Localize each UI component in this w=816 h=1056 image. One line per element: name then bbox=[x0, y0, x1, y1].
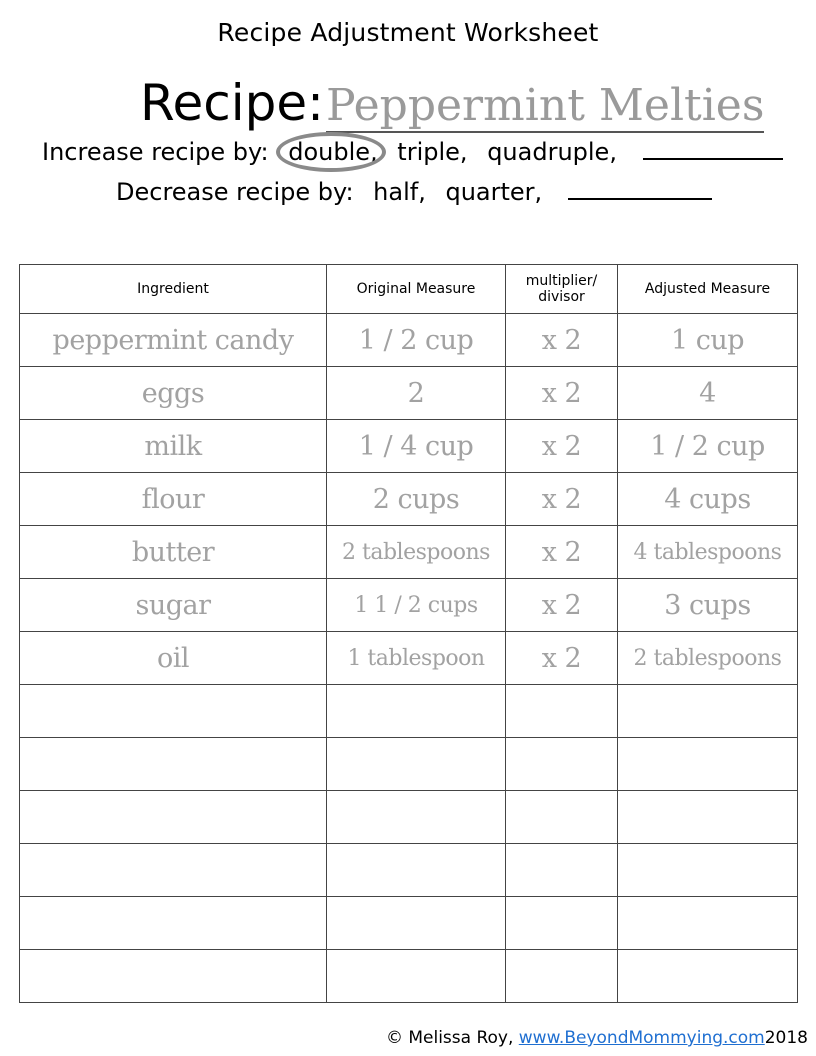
multiplier-cell: x 2 bbox=[506, 632, 618, 685]
adjusted-measure-cell: 1 / 2 cup bbox=[618, 420, 798, 473]
original-measure-cell: 2 tablespoons bbox=[327, 526, 506, 579]
decrease-option-half: half, bbox=[373, 178, 426, 206]
original-measure-cell bbox=[327, 897, 506, 950]
decrease-blank-line bbox=[568, 198, 712, 200]
adjusted-measure-cell: 2 tablespoons bbox=[618, 632, 798, 685]
adjusted-measure-cell: 4 bbox=[618, 367, 798, 420]
recipe-name: Peppermint Melties bbox=[325, 80, 765, 131]
decrease-option-quarter: quarter, bbox=[445, 178, 543, 206]
ingredient-cell bbox=[20, 844, 327, 897]
column-header-multiplier bbox=[506, 265, 618, 314]
ingredient-cell: milk bbox=[20, 420, 327, 473]
multiplier-cell: x 2 bbox=[506, 526, 618, 579]
adjusted-measure-cell: 1 cup bbox=[618, 314, 798, 367]
adjusted-measure-cell: 4 cups bbox=[618, 473, 798, 526]
footer-credit bbox=[386, 1028, 808, 1048]
column-header-original-measure: Original Measure bbox=[327, 265, 506, 314]
adjusted-measure-cell: 4 tablespoons bbox=[618, 526, 798, 579]
table-row bbox=[20, 685, 798, 738]
column-header-multiplier-text: multiplier/ divisor bbox=[525, 273, 598, 305]
multiplier-cell: x 2 bbox=[506, 367, 618, 420]
adjusted-measure-cell bbox=[618, 897, 798, 950]
table-row bbox=[20, 950, 798, 1003]
footer-year: 2018 bbox=[764, 1028, 808, 1048]
original-measure-cell bbox=[327, 685, 506, 738]
multiplier-cell bbox=[506, 897, 618, 950]
table-row bbox=[20, 420, 798, 473]
adjusted-measure-cell bbox=[618, 738, 798, 791]
table-row bbox=[20, 738, 798, 791]
original-measure-cell bbox=[327, 844, 506, 897]
table-row bbox=[20, 791, 798, 844]
adjusted-measure-cell bbox=[618, 950, 798, 1003]
increase-option-quadruple: quadruple, bbox=[487, 138, 617, 166]
original-measure-cell bbox=[327, 738, 506, 791]
worksheet-title: Recipe Adjustment Worksheet bbox=[217, 18, 599, 47]
ingredient-cell bbox=[20, 791, 327, 844]
table-row bbox=[20, 579, 798, 632]
multiplier-cell bbox=[506, 950, 618, 1003]
original-measure-cell bbox=[327, 950, 506, 1003]
footer-copyright: © Melissa Roy, bbox=[385, 1028, 514, 1048]
ingredient-cell: oil bbox=[20, 632, 327, 685]
ingredient-cell bbox=[20, 738, 327, 791]
table-header-row bbox=[20, 265, 798, 314]
multiplier-cell: x 2 bbox=[506, 420, 618, 473]
original-measure-cell: 1 / 4 cup bbox=[327, 420, 506, 473]
multiplier-cell: x 2 bbox=[506, 473, 618, 526]
measure-table bbox=[19, 264, 798, 1003]
multiplier-cell: x 2 bbox=[506, 314, 618, 367]
decrease-options bbox=[116, 178, 712, 206]
increase-label: Increase recipe by: bbox=[42, 138, 269, 166]
original-measure-cell: 1 1 / 2 cups bbox=[327, 579, 506, 632]
original-measure-cell: 2 cups bbox=[327, 473, 506, 526]
recipe-label: Recipe: bbox=[140, 74, 324, 132]
multiplier-cell bbox=[506, 844, 618, 897]
ingredient-cell bbox=[20, 897, 327, 950]
adjusted-measure-cell bbox=[618, 844, 798, 897]
original-measure-cell: 1 tablespoon bbox=[327, 632, 506, 685]
column-header-adjusted-measure: Adjusted Measure bbox=[618, 265, 798, 314]
column-header-ingredient: Ingredient bbox=[20, 265, 327, 314]
recipe-line bbox=[140, 74, 764, 132]
table-row bbox=[20, 632, 798, 685]
ingredient-cell: flour bbox=[20, 473, 327, 526]
adjusted-measure-cell bbox=[618, 685, 798, 738]
adjusted-measure-cell bbox=[618, 791, 798, 844]
original-measure-cell bbox=[327, 791, 506, 844]
multiplier-cell bbox=[506, 791, 618, 844]
table-row bbox=[20, 897, 798, 950]
table-row bbox=[20, 314, 798, 367]
multiplier-cell bbox=[506, 738, 618, 791]
original-measure-cell: 1 / 2 cup bbox=[327, 314, 506, 367]
table-row bbox=[20, 473, 798, 526]
ingredient-cell: eggs bbox=[20, 367, 327, 420]
ingredient-cell: butter bbox=[20, 526, 327, 579]
increase-blank-line bbox=[643, 158, 783, 160]
table-row bbox=[20, 526, 798, 579]
multiplier-cell: x 2 bbox=[506, 579, 618, 632]
increase-option-triple: triple, bbox=[397, 138, 468, 166]
ingredient-cell bbox=[20, 950, 327, 1003]
ingredient-cell bbox=[20, 685, 327, 738]
decrease-label: Decrease recipe by: bbox=[116, 178, 354, 206]
increase-options bbox=[42, 138, 783, 166]
original-measure-cell: 2 bbox=[327, 367, 506, 420]
table-row bbox=[20, 844, 798, 897]
ingredient-cell: peppermint candy bbox=[20, 314, 327, 367]
table-row bbox=[20, 367, 798, 420]
ingredient-cell: sugar bbox=[20, 579, 327, 632]
footer-website-link[interactable]: www.BeyondMommying.com bbox=[518, 1028, 765, 1048]
multiplier-cell bbox=[506, 685, 618, 738]
adjusted-measure-cell: 3 cups bbox=[618, 579, 798, 632]
increase-option-double: double, bbox=[288, 138, 378, 166]
